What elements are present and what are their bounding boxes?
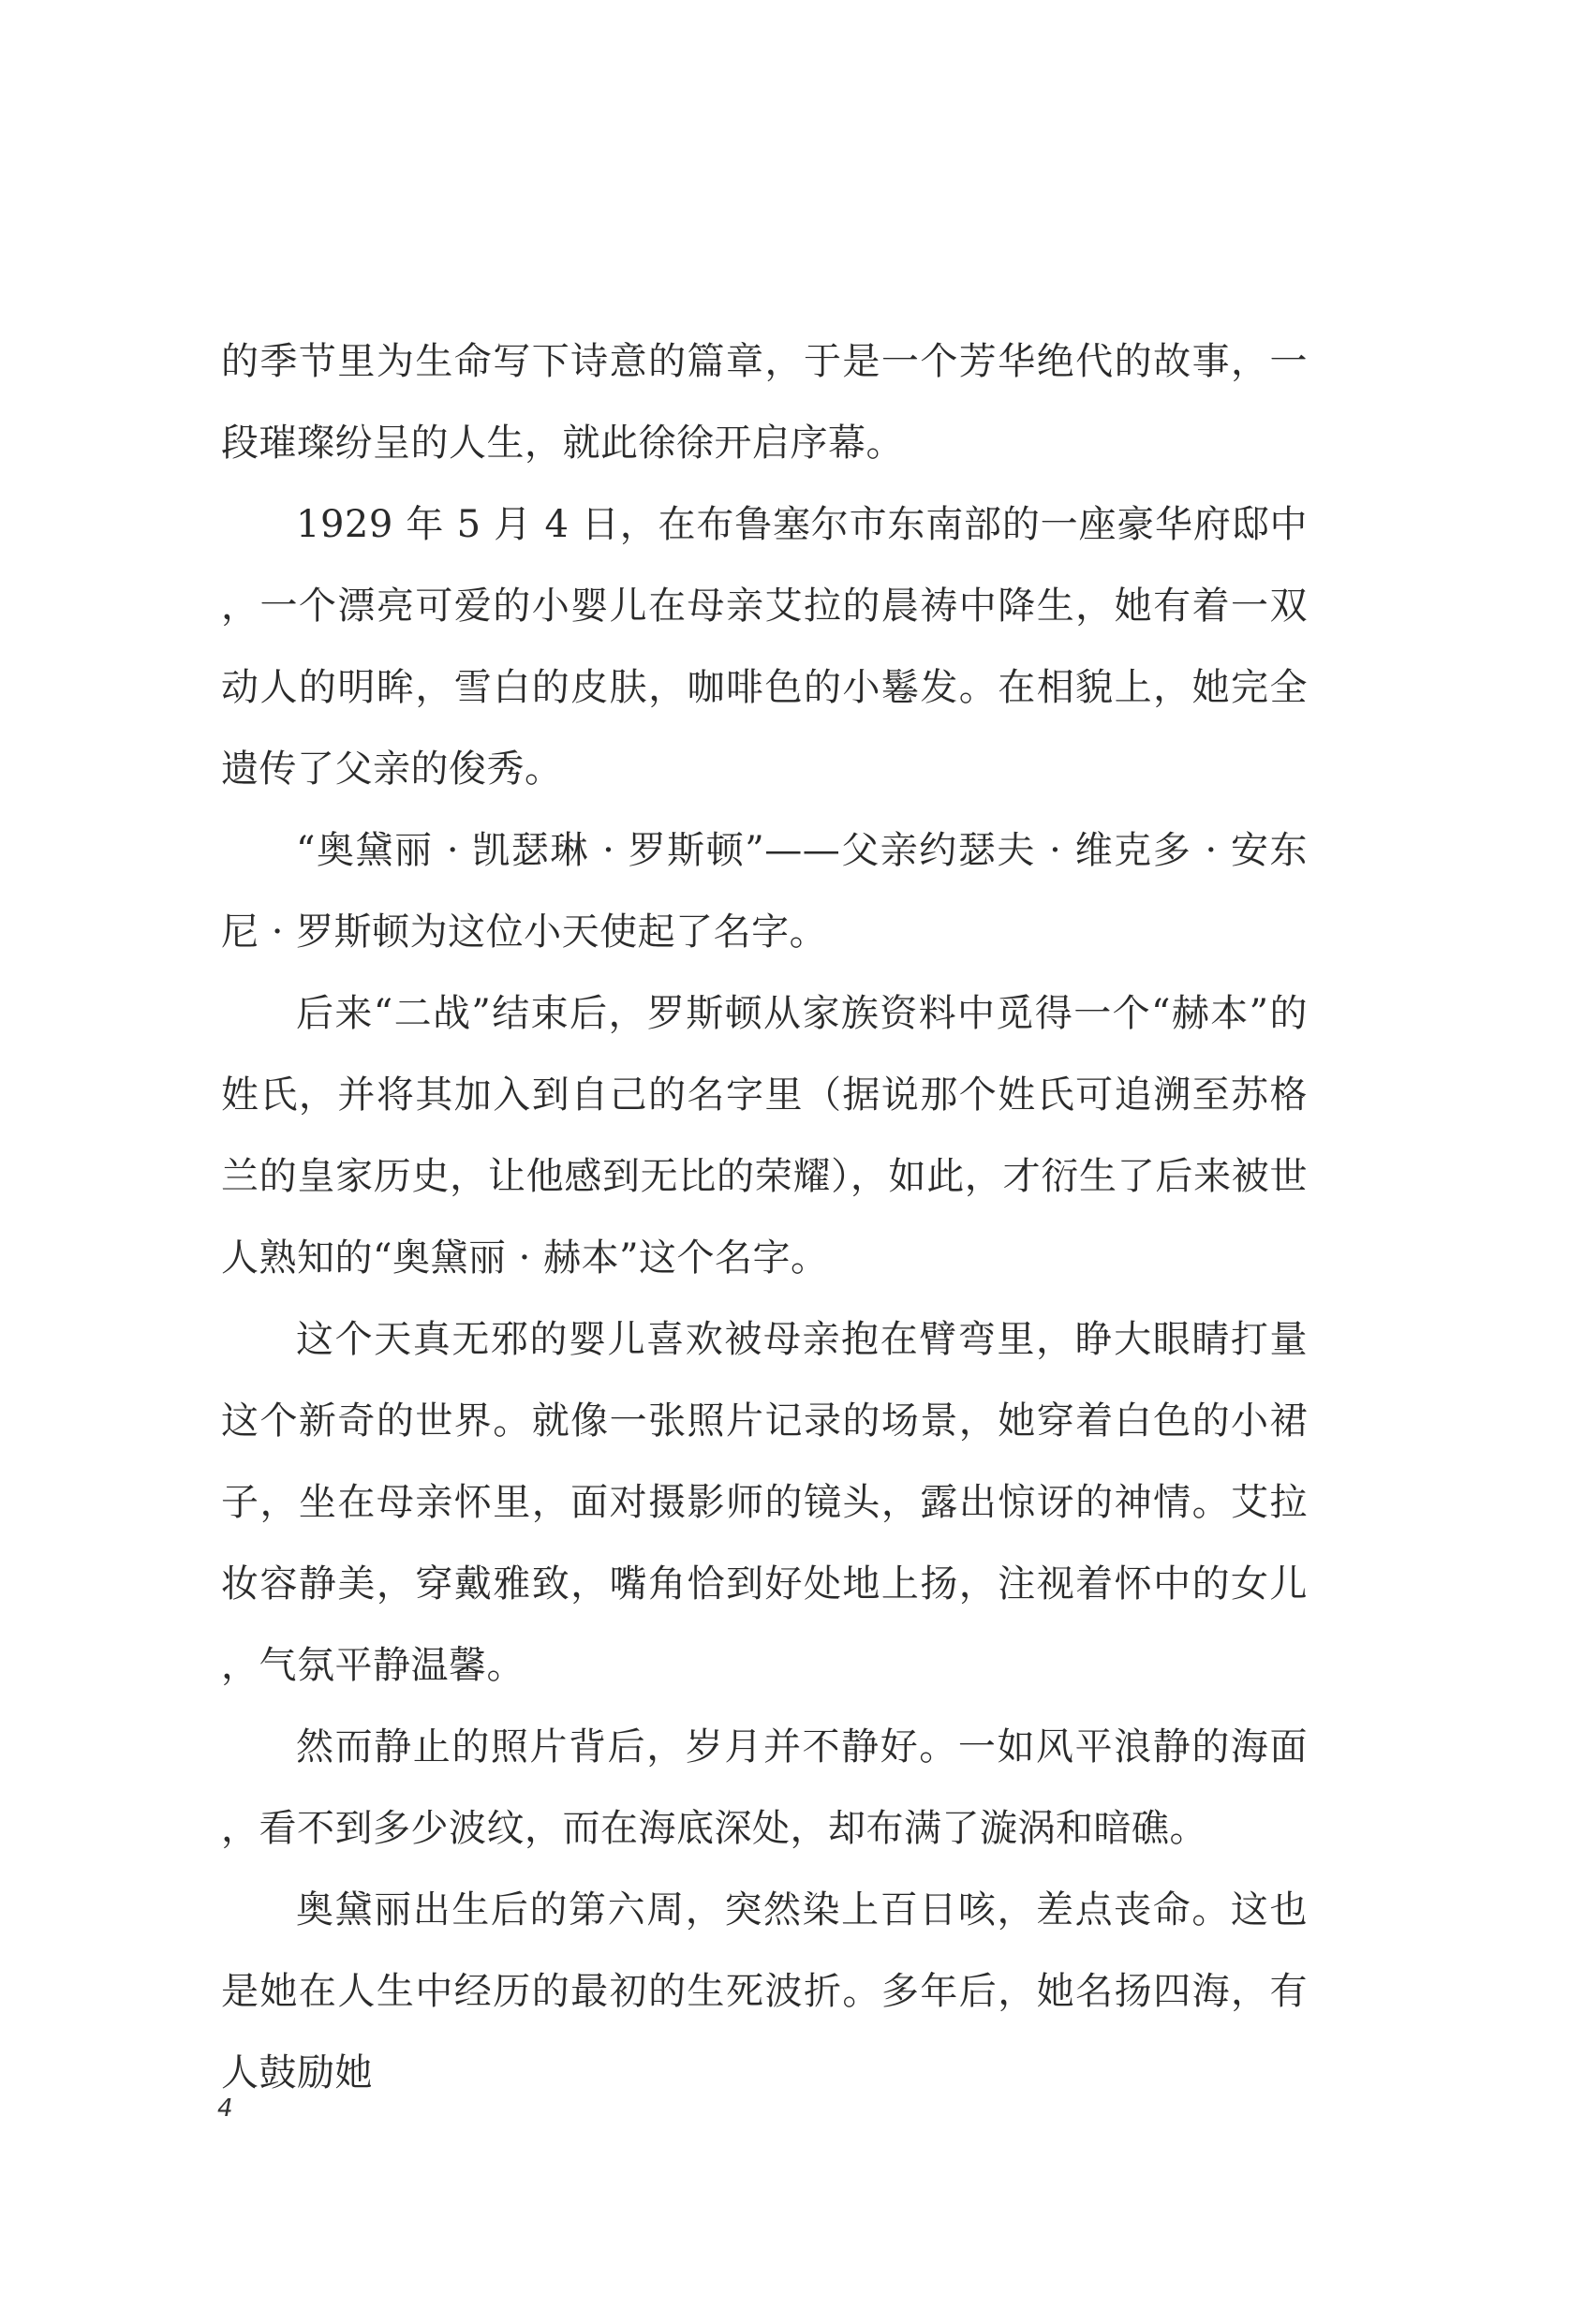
- paragraph-4: 后来“二战”结束后，罗斯顿从家族资料中觅得一个“赫本”的姓氏，并将其加入到自己的名字里（据说那个姓氏可追溯至苏格兰的皇家历史，让他感到无比的荣耀），如此，才衍生了后来被世人熟知的“奥黛丽 · 赫本”这个名字。: [221, 992, 1308, 1280]
- body-text: [221, 321, 1308, 2114]
- paragraph-6: 然而静止的照片背后，岁月并不静好。一如风平浪静的海面，看不到多少波纹，而在海底深处，却布满了漩涡和暗礁。: [221, 1725, 1308, 1850]
- paragraph-7: 奥黛丽出生后的第六周，突然染上百日咳，差点丧命。这也是她在人生中经历的最初的生死波折。多年后，她名扬四海，有人鼓励她: [221, 1888, 1308, 2095]
- paragraph-1: 的季节里为生命写下诗意的篇章，于是一个芳华绝代的故事，一段璀璨纷呈的人生，就此徐徐开启序幕。: [221, 340, 1308, 465]
- paragraph-5: 这个天真无邪的婴儿喜欢被母亲抱在臂弯里，睁大眼睛打量这个新奇的世界。就像一张照片记录的场景，她穿着白色的小裙子，坐在母亲怀里，面对摄影师的镜头，露出惊讶的神情。艾拉妆容静美，穿戴雅致，嘴角恰到好处地上扬，注视着怀中的女儿，气氛平静温馨。: [221, 1318, 1308, 1687]
- paragraph-2: 1929 年 5 月 4 日，在布鲁塞尔市东南部的一座豪华府邸中，一个漂亮可爱的小婴儿在母亲艾拉的晨祷中降生，她有着一双动人的明眸，雪白的皮肤，咖啡色的小鬈发。在相貌上，她完全遗传了父亲的俊秀。: [221, 503, 1308, 791]
- page-number: 4: [217, 2095, 233, 2123]
- paragraph-3: “奥黛丽 · 凯瑟琳 · 罗斯顿”——父亲约瑟夫 · 维克多 · 安东尼 · 罗斯顿为这位小天使起了名字。: [221, 829, 1308, 954]
